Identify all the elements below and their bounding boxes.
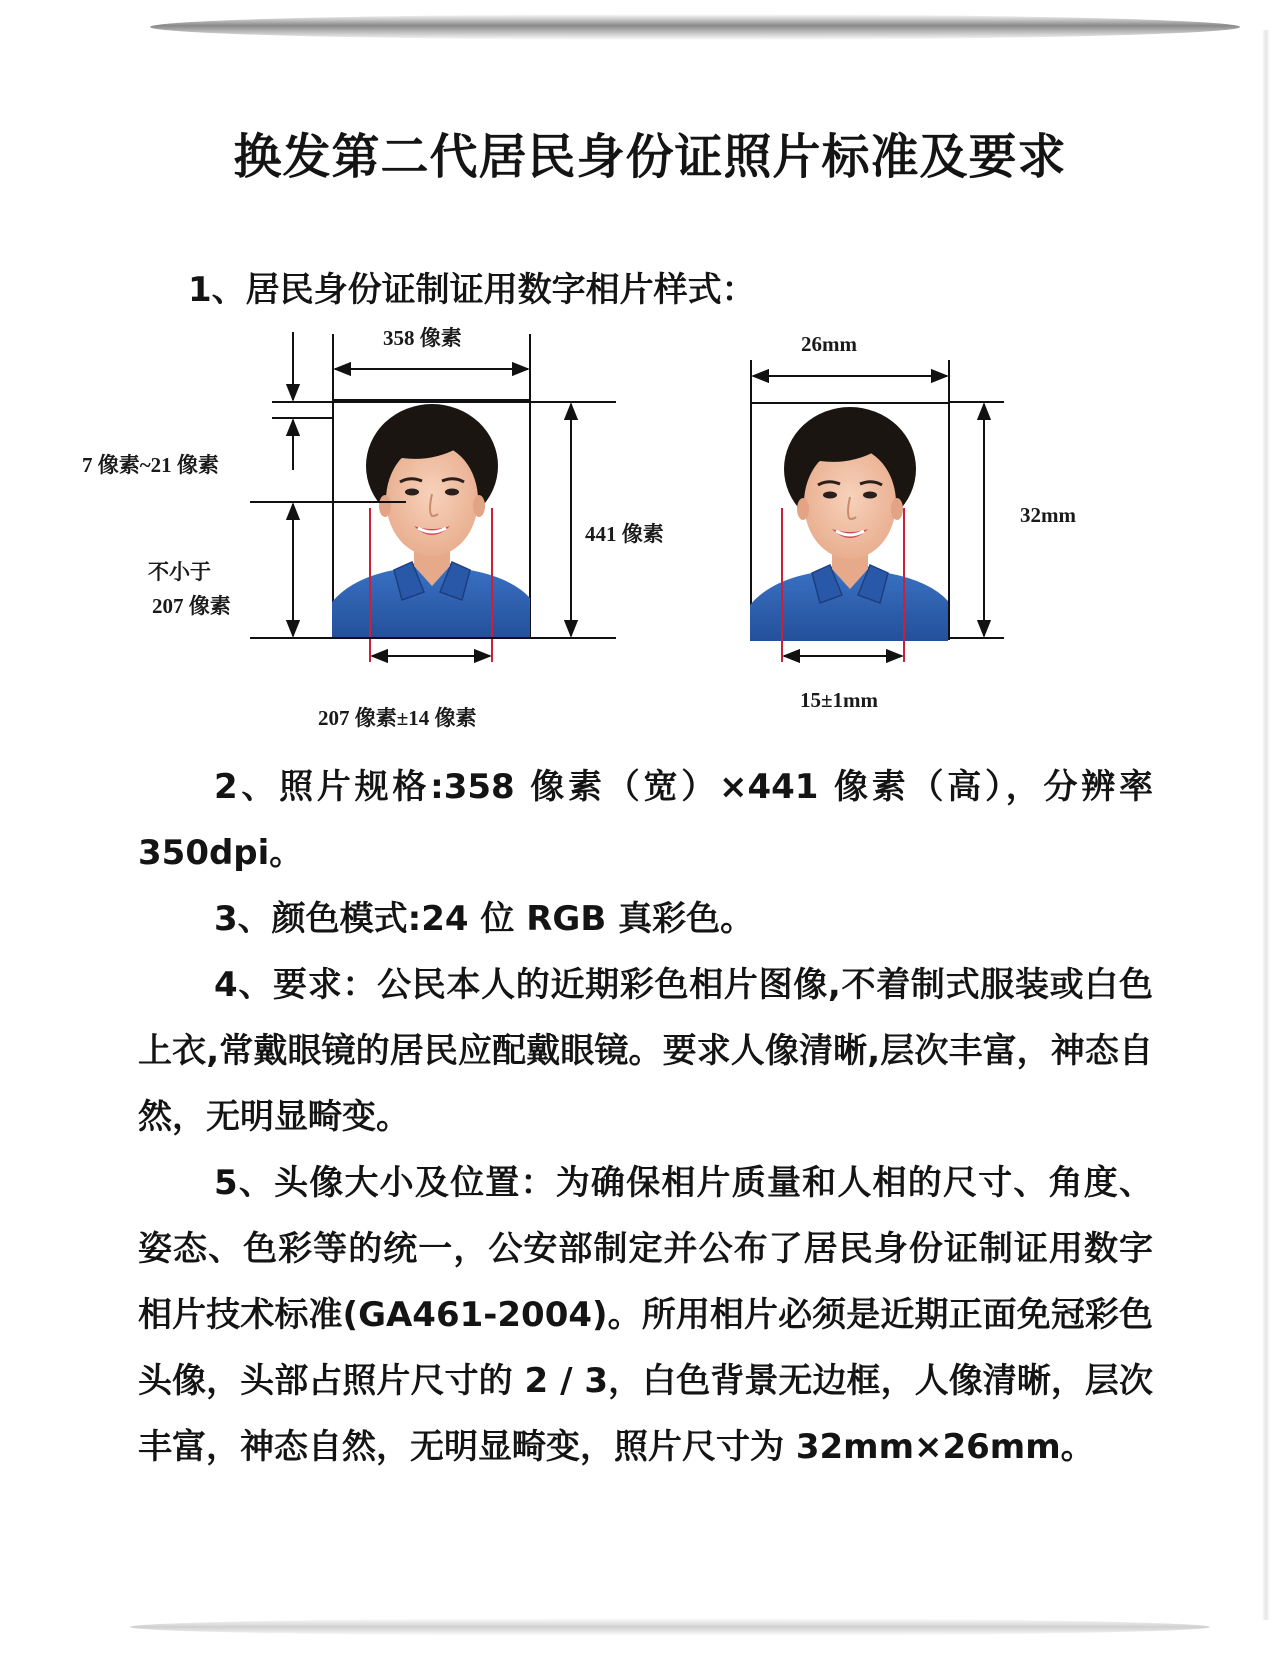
label-height-mm: 32mm — [1020, 503, 1076, 527]
label-top-margin-px: 7 像素~21 像素 — [82, 453, 219, 477]
label-face-width-mm: 15±1mm — [800, 688, 879, 712]
label-height-px: 441 像素 — [585, 522, 664, 546]
label-width-px: 358 像素 — [383, 326, 462, 350]
page-title: 换发第二代居民身份证照片标准及要求 — [233, 129, 1067, 185]
label-face-width-px: 207 像素±14 像素 — [318, 706, 477, 730]
scan-shadow-bottom — [130, 1618, 1210, 1636]
paragraph-requirements: 4、要求：公民本人的近期彩色相片图像,不着制式服装或白色上衣,常戴眼镜的居民应配戴眼镜。要求人像清晰,层次丰富，神态自然，无明显畸变。 — [138, 965, 1153, 1137]
label-min-head-line2: 207 像素 — [152, 594, 231, 618]
label-width-mm: 26mm — [801, 332, 857, 356]
left-spec-figure — [250, 332, 616, 662]
label-min-head-line1: 不小于 — [148, 560, 211, 584]
requirements-body — [138, 754, 1153, 1480]
paragraph-spec: 2、照片规格:358 像素（宽）×441 像素（高），分辨率350dpi。 — [138, 767, 1153, 873]
right-spec-figure — [750, 360, 1004, 662]
photo-spec-figure — [0, 0, 1280, 740]
paragraph-head-size: 5、头像大小及位置：为确保相片质量和人相的尺寸、角度、姿态、色彩等的统一，公安部制定并公布了居民身份证制证用数字相片技术标准(GA461-2004)。所用相片必须是近期正面免冠彩色头像，头部占照片尺寸的 2 / 3，白色背景无边框，人像清晰，层次丰富，神态自然，无明显畸变，照片尺寸为 32mm×26mm。 — [138, 1163, 1153, 1467]
photo-spec-diagram — [0, 0, 1280, 740]
paragraph-color-mode: 3、颜色模式:24 位 RGB 真彩色。 — [214, 899, 755, 939]
section1-heading: 1、居民身份证制证用数字相片样式： — [188, 270, 756, 310]
